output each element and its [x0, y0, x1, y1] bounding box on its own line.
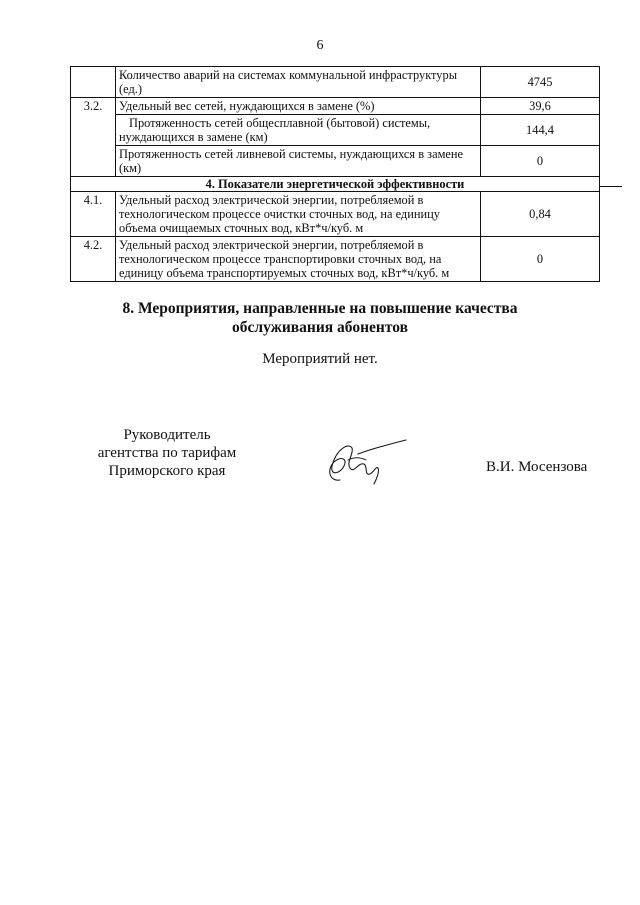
section-8-title: 8. Мероприятия, направленные на повышение качества обслуживания абонентов [122, 300, 518, 336]
table-row [71, 192, 600, 237]
row-value: 0,84 [481, 192, 600, 237]
section-heading: 4. Показатели энергетической эффективности [71, 177, 600, 192]
signer-name: В.И. Мосензова [486, 459, 588, 475]
row-value: 0 [481, 146, 600, 177]
row-description: Удельный вес сетей, нуждающихся в замене (%) [116, 98, 481, 115]
handwritten-signature [318, 436, 408, 486]
row-number [71, 67, 116, 98]
row-value: 4745 [481, 67, 600, 98]
signer-position-line: Руководитель [123, 427, 211, 443]
section-8-body: Мероприятий нет. [262, 351, 378, 367]
signer-position-line: агентства по тарифам [97, 445, 237, 461]
signer-position [82, 426, 252, 480]
row-description: Удельный расход электрической энергии, потребляемой в технологическом процессе очистки сточных вод, на единицу объема очищаемых сточных вод, кВт*ч/куб. м [116, 192, 481, 237]
row-value: 144,4 [481, 115, 600, 146]
page-number: 6 [316, 38, 324, 53]
row-number: 3.2. [71, 98, 116, 177]
section-heading-row [71, 177, 600, 192]
row-description: Протяженность сетей ливневой системы, нуждающихся в замене (км) [116, 146, 481, 177]
row-number: 4.1. [71, 192, 116, 237]
table-rule-overhang [600, 186, 622, 187]
row-description: Количество аварий на системах коммунальной инфраструктуры (ед.) [116, 67, 481, 98]
row-value: 0 [481, 237, 600, 282]
table-row [71, 237, 600, 282]
indicators-table [70, 66, 600, 282]
table-row [71, 115, 600, 146]
signer-position-line: Приморского края [108, 463, 226, 479]
row-number: 4.2. [71, 237, 116, 282]
row-description: Протяженность сетей общесплавной (бытовой) системы, нуждающихся в замене (км) [116, 115, 481, 146]
table-row [71, 146, 600, 177]
row-value: 39,6 [481, 98, 600, 115]
row-description: Удельный расход электрической энергии, потребляемой в технологическом процессе транспортировки сточных вод, на единицу объема транспортируемых сточных вод, кВт*ч/куб. м [116, 237, 481, 282]
table-row [71, 67, 600, 98]
table-row [71, 98, 600, 115]
